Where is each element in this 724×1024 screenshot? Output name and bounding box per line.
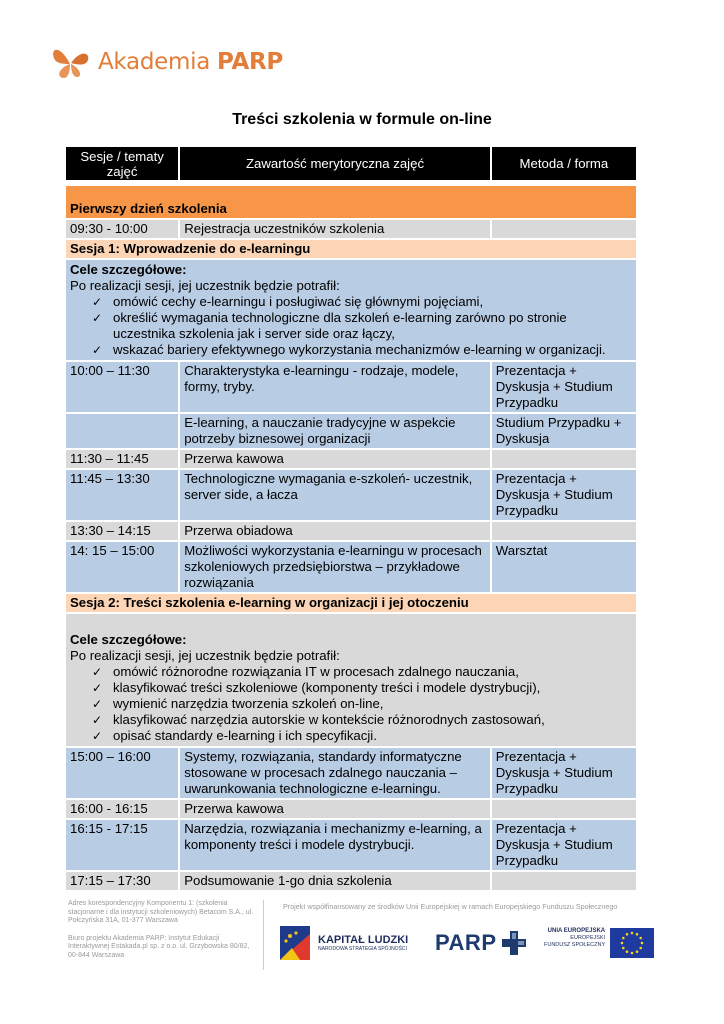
checkmark-icon: ✓ [92, 311, 103, 325]
table-row [66, 800, 636, 818]
row-time: 09:30 - 10:00 [66, 220, 178, 238]
goals-heading: Cele szczegółowe: [70, 632, 187, 647]
row-time [66, 414, 178, 448]
kapital-ludzki-emblem-icon [278, 924, 312, 962]
list-item: ✓ opisać standardy e-learning i ich specyfikacji. [92, 728, 377, 743]
row-time: 17:15 – 17:30 [66, 872, 178, 890]
goals-row [66, 260, 636, 360]
header-content: Zawartość merytoryczna zajęć [180, 147, 490, 180]
goals-list [70, 664, 631, 744]
row-time: 10:00 – 11:30 [66, 362, 178, 412]
list-item: ✓ omówić cechy e-learningu i posługiwać się głównymi pojęciami, [92, 294, 484, 309]
table-row [66, 362, 636, 412]
footer-divider [263, 900, 264, 970]
list-item: ✓ omówić różnorodne rozwiązania IT w procesach zdalnego nauczania, [92, 664, 519, 679]
akademia-parp-logo [50, 42, 283, 82]
eu-flag-icon [610, 928, 654, 958]
row-time: 15:00 – 16:00 [66, 748, 178, 798]
table-row [66, 522, 636, 540]
footer-address-component: Adres korespondencyjny Komponentu 1: (szkolenia stacjonarne i dla instytucji szkoleniowych) Betacom S.A., ul. Połczyńska 31A, 01-377 Warszawa [68, 900, 254, 924]
list-item: ✓ klasyfikować narzędzia autorskie w kontekście różnorodnych zastosowań, [92, 712, 545, 727]
parp-cross-icon [501, 930, 527, 956]
row-method: Prezentacja + Dyskusja + Studium Przypadku [492, 748, 636, 798]
row-topic: Narzędzia, rozwiązania i mechanizmy e-learning, a komponenty treści i modele dystrybucji. [180, 820, 490, 870]
table-row [66, 748, 636, 798]
row-method [492, 450, 636, 468]
parp-logo [435, 930, 527, 956]
goals-row [66, 614, 636, 746]
goals-cell [66, 614, 636, 746]
checkmark-icon: ✓ [92, 343, 103, 357]
table-row [66, 470, 636, 520]
row-time: 16:00 - 16:15 [66, 800, 178, 818]
kapital-ludzki-subtitle: NARODOWA STRATEGIA SPÓJNOŚCI [318, 946, 407, 952]
kapital-ludzki-title: KAPITAŁ LUDZKI [318, 934, 409, 946]
checkmark-icon: ✓ [92, 697, 103, 711]
goals-intro: Po realizacji sesji, jej uczestnik będzie potrafił: [70, 278, 340, 293]
table-row [66, 542, 636, 592]
page-title: Treści szkolenia w formule on-line [232, 111, 492, 128]
session-heading: Sesja 1: Wprowadzenie do e-learningu [66, 240, 636, 258]
row-topic: Rejestracja uczestników szkolenia [180, 220, 490, 238]
row-method [492, 522, 636, 540]
row-time: 16:15 - 17:15 [66, 820, 178, 870]
table-row [66, 872, 636, 890]
table-row [66, 820, 636, 870]
row-method: Prezentacja + Dyskusja + Studium Przypadku [492, 362, 636, 412]
row-topic: Przerwa obiadowa [180, 522, 490, 540]
checkmark-icon: ✓ [92, 681, 103, 695]
checkmark-icon: ✓ [92, 729, 103, 743]
eu-fund-logo [544, 928, 654, 958]
goals-cell [66, 260, 636, 360]
table-row [66, 414, 636, 448]
row-topic: Możliwości wykorzystania e-learningu w procesach szkoleniowych przedsiębiorstwa – przykładowe rozwiązania [180, 542, 490, 592]
row-method [492, 800, 636, 818]
row-method [492, 872, 636, 890]
table-row [66, 450, 636, 468]
kapital-ludzki-logo [278, 922, 413, 964]
row-method: Prezentacja + Dyskusja + Studium Przypadku [492, 820, 636, 870]
row-time: 11:30 – 11:45 [66, 450, 178, 468]
session-heading-row [66, 240, 636, 258]
goals-list [70, 294, 631, 358]
header-method: Metoda / forma [492, 147, 636, 180]
session-heading: Sesja 2: Treści szkolenia e-learning w organizacji i jej otoczeniu [66, 594, 636, 612]
row-topic: E-learning, a nauczanie tradycyjne w aspekcie potrzeby biznesowej organizacji [180, 414, 490, 448]
day-heading: Pierwszy dzień szkolenia [66, 186, 636, 218]
goals-heading: Cele szczegółowe: [70, 262, 187, 277]
row-topic: Systemy, rozwiązania, standardy informatyczne stosowane w procesach zdalnego nauczania – uwarunkowania technologiczne e-learningu. [180, 748, 490, 798]
footer-address-office: Biuro projektu Akademia PARP: Instytut Edukacji Interaktywnej Estakada.pl sp. z o.o. ul. Grzybowska 80/82, 00-844 Warszawa [68, 934, 250, 959]
goals-intro: Po realizacji sesji, jej uczestnik będzie potrafił: [70, 648, 340, 663]
row-method: Warsztat [492, 542, 636, 592]
list-item: ✓ klasyfikować treści szkoleniowe (komponenty treści i modele dystrybucji), [92, 680, 541, 695]
table-header-row [66, 147, 636, 180]
parp-text: PARP [435, 930, 497, 955]
checkmark-icon: ✓ [92, 713, 103, 727]
footer-addresses [68, 900, 258, 969]
checkmark-icon: ✓ [92, 295, 103, 309]
row-method: Prezentacja + Dyskusja + Studium Przypadku [492, 470, 636, 520]
butterfly-logo-icon [50, 42, 92, 82]
table-row [66, 220, 636, 238]
row-topic: Przerwa kawowa [180, 450, 490, 468]
row-topic: Charakterystyka e-learningu - rodzaje, modele, formy, tryby. [180, 362, 490, 412]
row-topic: Technologiczne wymagania e-szkoleń- uczestnik, server side, a łacza [180, 470, 490, 520]
logo-text: Akademia PARP [98, 49, 283, 75]
row-time: 11:45 – 13:30 [66, 470, 178, 520]
list-item: ✓ określić wymagania technologiczne dla szkoleń e-learning zarówno po stronie uczestnika szkolenia jak i server side oraz łączy, [92, 310, 567, 341]
row-time: 14: 15 – 15:00 [66, 542, 178, 592]
row-topic: Podsumowanie 1-go dnia szkolenia [180, 872, 490, 890]
row-topic: Przerwa kawowa [180, 800, 490, 818]
row-time: 13:30 – 14:15 [66, 522, 178, 540]
session-heading-row [66, 594, 636, 612]
footer [68, 900, 658, 1000]
day-heading-row [66, 186, 636, 218]
header-sessions: Sesje / tematy zajęć [66, 147, 178, 180]
list-item: ✓ wymienić narzędzia tworzenia szkoleń on-line, [92, 696, 384, 711]
row-method: Studium Przypadku + Dyskusja [492, 414, 636, 448]
checkmark-icon: ✓ [92, 665, 103, 679]
eu-cofinancing-notice: Projekt współfinansowany ze środków Unii Europejskiej w ramach Europejskiego Funduszu Społecznego [283, 902, 618, 911]
list-item: ✓ wskazać bariery efektywnego wykorzystania mechanizmów e-learning w organizacji. [92, 342, 606, 357]
row-method [492, 220, 636, 238]
schedule-table [64, 145, 638, 892]
eu-fund-text: UNIA EUROPEJSKA EUROPEJSKI FUNDUSZ SPOŁECZNY [544, 928, 606, 948]
